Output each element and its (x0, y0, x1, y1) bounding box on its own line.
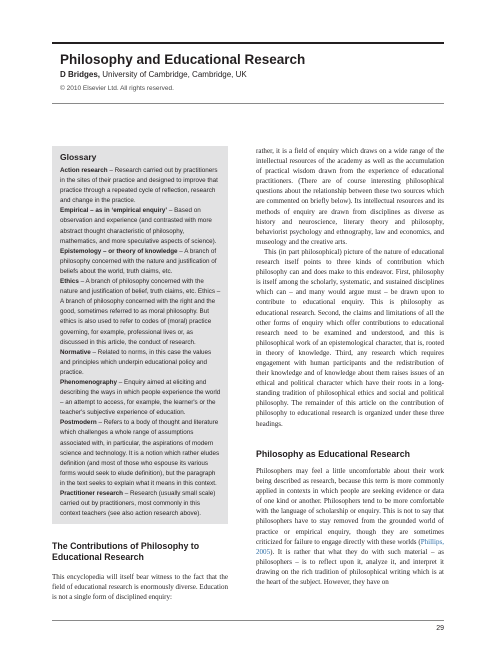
glossary-definition: – Research (usually small scale) carried out by practitioners, most commonly in this context teachers (see also action research above). (60, 490, 216, 518)
glossary-definition: – A branch of philosophy concerned with the nature and justification of beliefs about the world, truth claims, etc. (60, 247, 217, 275)
glossary-definition: – Enquiry aimed at eliciting and describing the ways in which people experience the world – an attempt to access, for example, the learner's or the teacher's subjective experience of education. (60, 378, 221, 417)
glossary-definition: – Related to norms, in this case the values and principles which underpin educational policy and practice. (60, 348, 212, 376)
author-name: D Bridges, (60, 70, 101, 79)
glossary-entry (60, 206, 222, 246)
body-paragraph: rather, it is a field of enquiry which draws on a wide range of the intellectual resources of the academy as well as the accumulation of practical wisdom drawn from the experience of educational practitioners. (There are of course interesting philosophical questions about the relationship between these two sources which are commented on briefly below). Its intellectual resources and its methods of enquiry are drawn from disciplines as diverse as history and neuroscience, literary theory and philosophy, behaviorist psychology and ethnography, law and economics, and museology and the creative arts. (256, 147, 444, 246)
glossary-box (52, 146, 228, 524)
glossary-term: Ethics (60, 278, 79, 286)
body-paragraph: This (in part philosophical) picture of the nature of educational research itself points to three kinds of contribution which philosophy can and does make to this endeavor. First, philosophy is itself among the scholarly, systematic, and sustained disciplines which can – and many would argue must – be drawn upon to contribute to educational enquiry. This is philosophy as educational research. Second, the claims and limitations of all the other forms of enquiry which offer contributions to educational research need to be examined and understood, and this is philosophical work of an epistemological character, that is, rooted in theory of knowledge. Third, any research which requires engagement with human participants and the redistribution of their knowledge and of knowledge about them raises issues of an ethical and political character which have their roots in a long-standing tradition of philosophical ethics and social and political philosophy. The remainder of this article on the contribution of philosophy to educational research is organized under these three headings. (256, 247, 444, 428)
glossary-entry (60, 247, 222, 277)
paragraph-text: ). It is rather that what they do with such material – as philosophers – is to reflect upon it, analyze it, and interpret it drawing on the rich tradition of philosophical writing which is at the heart of the subject. However, they have on (256, 547, 444, 587)
top-rule (52, 42, 444, 44)
citation-link[interactable]: Phillips, 2005 (256, 537, 444, 556)
glossary-entry (60, 277, 222, 348)
section-heading-line: The Contributions of Philosophy to (52, 541, 200, 551)
glossary-title: Glossary (60, 152, 97, 162)
glossary-term: Postmodern (60, 419, 97, 427)
glossary-term: Empirical – as in ‘empirical enquiry’ (60, 207, 168, 215)
section-heading-philosophy-as-research: Philosophy as Educational Research (256, 449, 410, 459)
glossary-definition: – Refers to a body of thought and literature which challenges a whole range of assumptions associated with, in particular, the aspirations of modern science and technology. It is a notion which rather eludes definition (and most of those who espouse its various forms would seek to elude definition), but the paragraph in the text seeks to explain what it means in this context. (60, 419, 220, 487)
glossary-term: Practitioner research (60, 490, 123, 497)
right-column-text-bottom (256, 466, 444, 587)
right-column-text-top (256, 146, 444, 429)
glossary-entry (60, 489, 222, 519)
glossary-term: Normative (60, 348, 91, 356)
header-rule (52, 103, 444, 104)
copyright-notice: © 2010 Elsevier Ltd. All rights reserved. (60, 85, 174, 92)
glossary-definition: – A branch of philosophy concerned with the nature and justification of belief, truth claims, etc. Ethics – A branch of philosophy concerned with the right and the good, sometimes referred to as moral philosophy. But ethics is also used to refer to codes of (moral) practice governing, for example, professional lives or, as discussed in this article, the conduct of research. (60, 278, 221, 346)
glossary-entry (60, 418, 222, 489)
article-title: Philosophy and Educational Research (60, 52, 306, 67)
section-heading-line: Educational Research (52, 551, 144, 562)
body-paragraph: This encyclopedia will itself bear witness to the fact that the field of educational research is enormously diverse. Education is not a single form of disciplined enquiry: (52, 573, 228, 602)
glossary-term: Phenomenography (60, 378, 118, 386)
left-column-text (52, 572, 228, 602)
glossary-entry (60, 348, 222, 378)
glossary-definition: – Research carried out by practitioners in the sites of their practice and designed to improve that practice through a repeated cycle of reflection, research and change in the practice. (60, 167, 218, 205)
page-number: 29 (436, 625, 444, 632)
glossary-definition: – Based on observation and experience (and contrasted with more abstract thought characteristic of philosophy, mathematics, and more speculative aspects of science). (60, 207, 217, 245)
glossary-entry (60, 378, 222, 418)
author-affiliation: University of Cambridge, Cambridge, UK (100, 70, 247, 79)
author-line (60, 70, 440, 80)
paragraph-text: Philosophers may feel a little uncomfortable about their work being described as research, because this term is more commonly applied in contexts in which people are seeking evidence or data of one kind or another. Philosophers tend to be more comfortable with the language of scholarship or enquiry. This is not to say that philosophers have to stay removed from the grounded world of practice or empirical enquiry, though they are sometimes criticized for failure to engage directly with these worlds ( (256, 467, 444, 546)
glossary-term: Epistemology – or theory of knowledge (60, 247, 178, 255)
glossary-entries (58, 166, 222, 519)
body-paragraph (256, 466, 444, 587)
glossary-term: Action research (60, 167, 108, 174)
section-heading-contributions (52, 541, 232, 562)
glossary-entry (60, 166, 222, 206)
footer-rule (52, 620, 444, 621)
